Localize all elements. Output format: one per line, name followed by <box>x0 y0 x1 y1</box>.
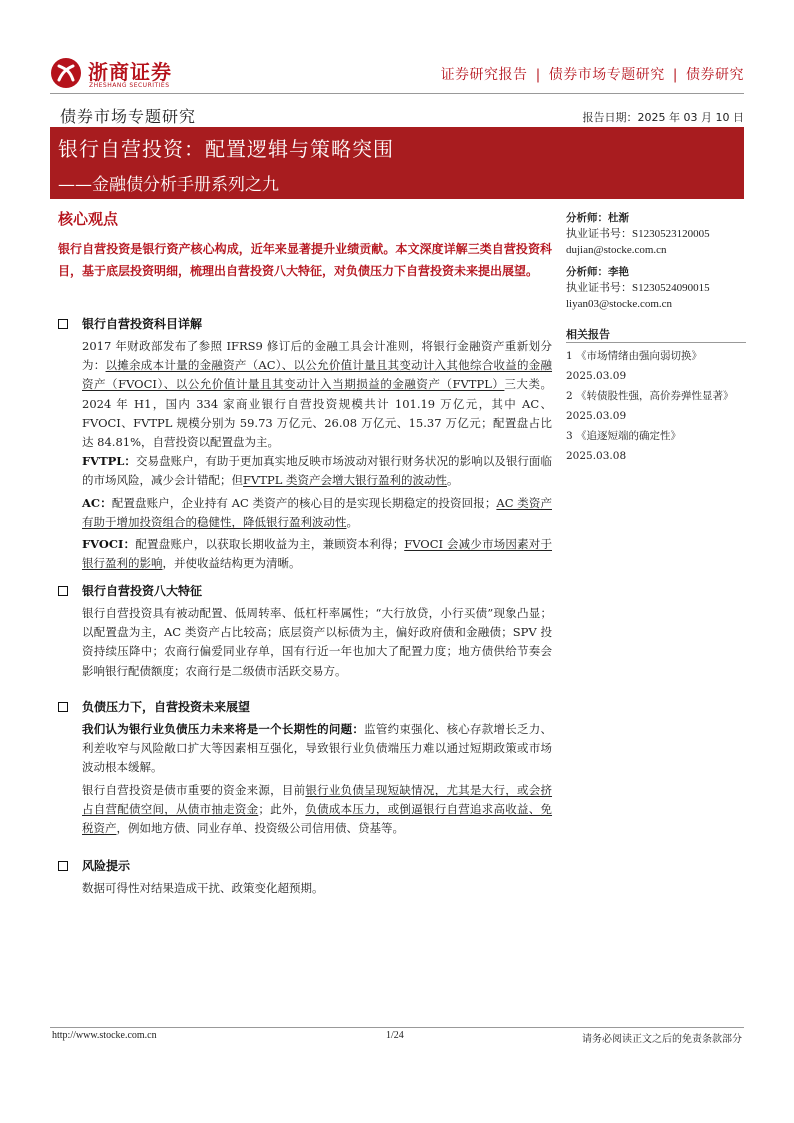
analyst-name: 分析师：杜渐 <box>566 212 629 224</box>
nav-item-bond-market-topic[interactable]: 债券市场专题研究 <box>548 67 665 83</box>
logo-english: ZHESHANG SECURITIES <box>89 82 170 89</box>
section-heading: 银行自营投资科目详解 <box>82 317 203 331</box>
checkbox-square-icon <box>58 319 68 329</box>
nav-item-bond-research[interactable]: 债券研究 <box>686 67 744 83</box>
report-date: 报告日期：2025 年 03 月 10 日 <box>582 111 744 124</box>
nav-item-securities-research[interactable]: 证券研究报告 <box>440 67 528 83</box>
checkbox-square-icon <box>58 861 68 871</box>
fvoci-paragraph: FVOCI：配置盘账户，以获取长期收益为主，兼顾资本利得；FVOCI 会减少市场因素对于银行盈利的影响，并使收益结构更为清晰。 <box>82 537 553 571</box>
section-heading: 银行自营投资八大特征 <box>82 584 203 598</box>
section-paragraph: 我们认为银行业负债压力未来将是一个长期性的问题：监管约束强化、核心存款增长乏力、利差收窄与风险敞口扩大等因素相互强化，导致银行业负债端压力难以通过短期政策或市场波动根本缓解。 <box>82 722 553 775</box>
logo-name: 浙商证券 <box>88 60 172 84</box>
logo-mark-icon <box>50 57 82 89</box>
section-paragraph: 2017 年财政部发布了参照 IFRS9 修订后的金融工具会计准则，将银行金融资产重新划分为：以摊余成本计量的金融资产（AC）、以公允价值计量且其变动计入其他综合收益的金融资产（FVOCI）、以公允价值计量且其变动计入当期损益的金融资产（FVTPL）三大类。2024 年 H1，国内 334 家商业银行自营投资规模共计 101.19 万亿元，其中 AC、FVOCI、FVTPL 规模分别为 59.73 万亿元、26.08 万亿元、15.37 万亿元；配置盘占比达 84.81%，自营投资以配置盘为主。 <box>82 339 553 450</box>
analyst-block <box>566 210 746 258</box>
fvtpl-paragraph: FVTPL：交易盘账户，有助于更加真实地反映市场波动对银行财务状况的影响以及银行面临的市场风险，减少会计错配；但FVTPL 类资产会增大银行盈利的波动性。 <box>82 454 552 488</box>
analyst-cert: 执业证书号：S1230524090015 <box>566 282 710 294</box>
section-paragraph: 银行自营投资是债市重要的资金来源，目前银行业负债呈现短缺情况，尤其是大行，或会挤占自营配债空间，从债市抽走资金；此外，负债成本压力，或倒逼银行自营追求高收益、免税资产，例如地方债、同业存单、投资级公司信用债、贷基等。 <box>82 782 553 836</box>
related-report-title[interactable]: 3 《追逐短端的确定性》 <box>566 430 682 442</box>
analyst-cert: 执业证书号：S1230523120005 <box>566 228 710 240</box>
related-reports-list <box>566 346 746 466</box>
analyst-name: 分析师：李艳 <box>566 266 629 278</box>
top-nav: 证券研究报告 | 债券市场专题研究 | 债券研究 <box>440 67 744 83</box>
checkbox-square-icon <box>58 586 68 596</box>
checkbox-square-icon <box>58 702 68 712</box>
section-paragraph: 银行自营投资具有被动配置、低周转率、低杠杆率属性；“大行放贷，小行买债”现象凸显；以配置盘为主，AC 类资产占比较高；底层资产以标债为主，偏好政府债和金融债；SPV 投资持续压降中；农商行偏爱同业存单，国有行近一年也加大了配置力度；地方债供给节奏会影响银行配债额度；农商行是二级债市活跃交易方。 <box>82 606 552 678</box>
disclaimer-note: 请务必阅读正文之后的免责条款部分 <box>582 1034 742 1045</box>
related-report-title[interactable]: 1 《市场情绪由强向弱切换》 <box>566 350 703 362</box>
report-subtitle: ——金融债分析手册系列之九 <box>58 175 279 195</box>
report-title: 银行自营投资：配置逻辑与策略突围 <box>58 137 394 161</box>
section-risk <box>58 856 552 898</box>
related-report-title[interactable]: 2 《转债股性强，高价券弹性显著》 <box>566 390 734 402</box>
header-divider <box>50 93 744 94</box>
footer-divider <box>50 1027 744 1028</box>
ac-paragraph: AC：配置盘账户，企业持有 AC 类资产的核心目的是实现长期稳定的投资回报；AC 类资产有助于增加投资组合的稳健性，降低银行盈利波动性。 <box>82 495 552 529</box>
related-report-date: 2025.03.09 <box>566 410 627 422</box>
related-report-date: 2025.03.09 <box>566 370 627 382</box>
section-eight-features <box>58 581 552 681</box>
section-paragraph: 数据可得性对结果造成干扰、政策变化超预期。 <box>82 881 324 895</box>
related-divider <box>566 342 746 343</box>
core-view-summary: 银行自营投资是银行资产核心构成，近年来显著提升业绩贡献。本文深度详解三类自营投资科目，基于底层投资明细，梳理出自营投资八大特征，对负债压力下自营投资未来提出展望。 <box>58 242 552 278</box>
analyst-block <box>566 264 746 312</box>
page-number: 1/24 <box>386 1030 404 1041</box>
core-view-heading: 核心观点 <box>58 210 119 228</box>
related-report-date: 2025.03.08 <box>566 450 627 462</box>
section-outlook <box>58 697 552 838</box>
section-heading: 负债压力下，自营投资未来展望 <box>82 700 251 714</box>
section-heading: 风险提示 <box>82 859 131 873</box>
series-title: 债券市场专题研究 <box>60 107 197 126</box>
related-reports-heading: 相关报告 <box>566 328 610 341</box>
analyst-email[interactable]: liyan03@stocke.com.cn <box>566 298 673 310</box>
section-account-details <box>58 314 552 573</box>
footer-url[interactable]: http://www.stocke.com.cn <box>52 1030 157 1041</box>
analyst-email[interactable]: dujian@stocke.com.cn <box>566 244 667 256</box>
